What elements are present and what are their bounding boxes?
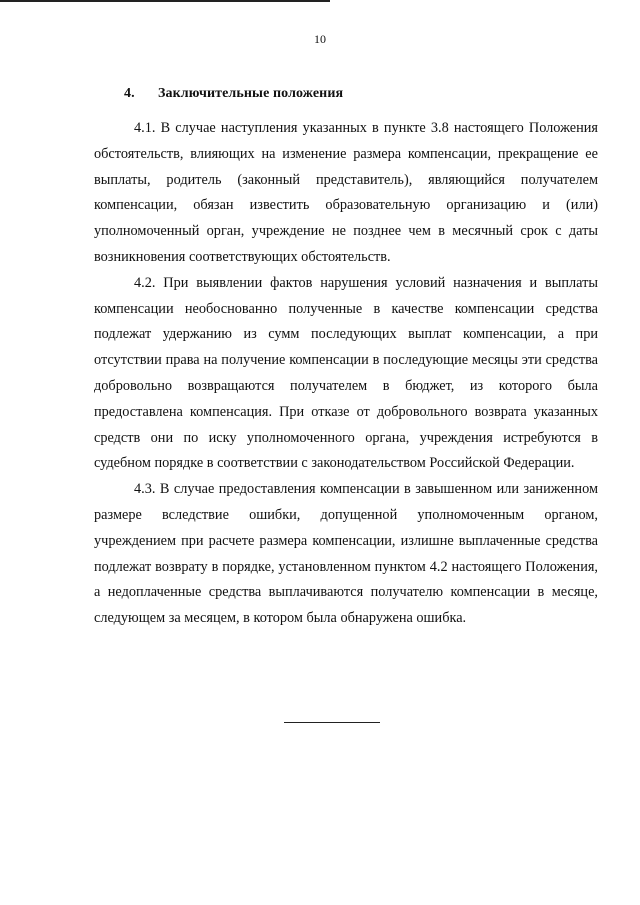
section-title: Заключительные положения <box>158 86 344 101</box>
section-heading <box>124 86 343 102</box>
paragraph-4-1: 4.1. В случае наступления указанных в пункте 3.8 настоящего Положения обстоятельств, влияющих на изменение размера компенсации, прекращение ее выплаты, родитель (законный представитель), являющийся получателем компенсации, обязан известить образовательную организацию и (или) уполномоченный орган, учреждение не позднее чем в месячный срок с даты возникновения соответствующих обстоятельств. <box>94 120 598 265</box>
top-edge-rule <box>0 0 330 2</box>
section-number: 4. <box>124 86 135 101</box>
document-body <box>94 116 598 632</box>
page-number: 10 <box>314 32 326 46</box>
paragraph-4-3: 4.3. В случае предоставления компенсации в завышенном или заниженном размере вследствие ошибки, допущенной уполномоченным органом, учреждением при расчете размера компенсации, излишне выплаченные средства подлежат возврату в порядке, установленном пунктом 4.2 настоящего Положения, а недоплаченные средства выплачиваются получателю компенсации в месяце, следующем за месяцем, в котором была обнаружена ошибка. <box>94 481 598 627</box>
end-separator-line <box>284 722 380 723</box>
paragraph-4-2: 4.2. При выявлении фактов нарушения условий назначения и выплаты компенсации необоснованно полученные в качестве компенсации средства подлежат удержанию из сумм последующих выплат компенсации, а при отсутствии права на получение компенсации в последующие месяцы эти средства добровольно возвращаются получателем в бюджет, из которого была предоставлена компенсация. При отказе от добровольного возврата указанных средств они по иску уполномоченного органа, учреждения истребуются в судебном порядке в соответствии с законодательством Российской Федерации. <box>94 274 598 472</box>
